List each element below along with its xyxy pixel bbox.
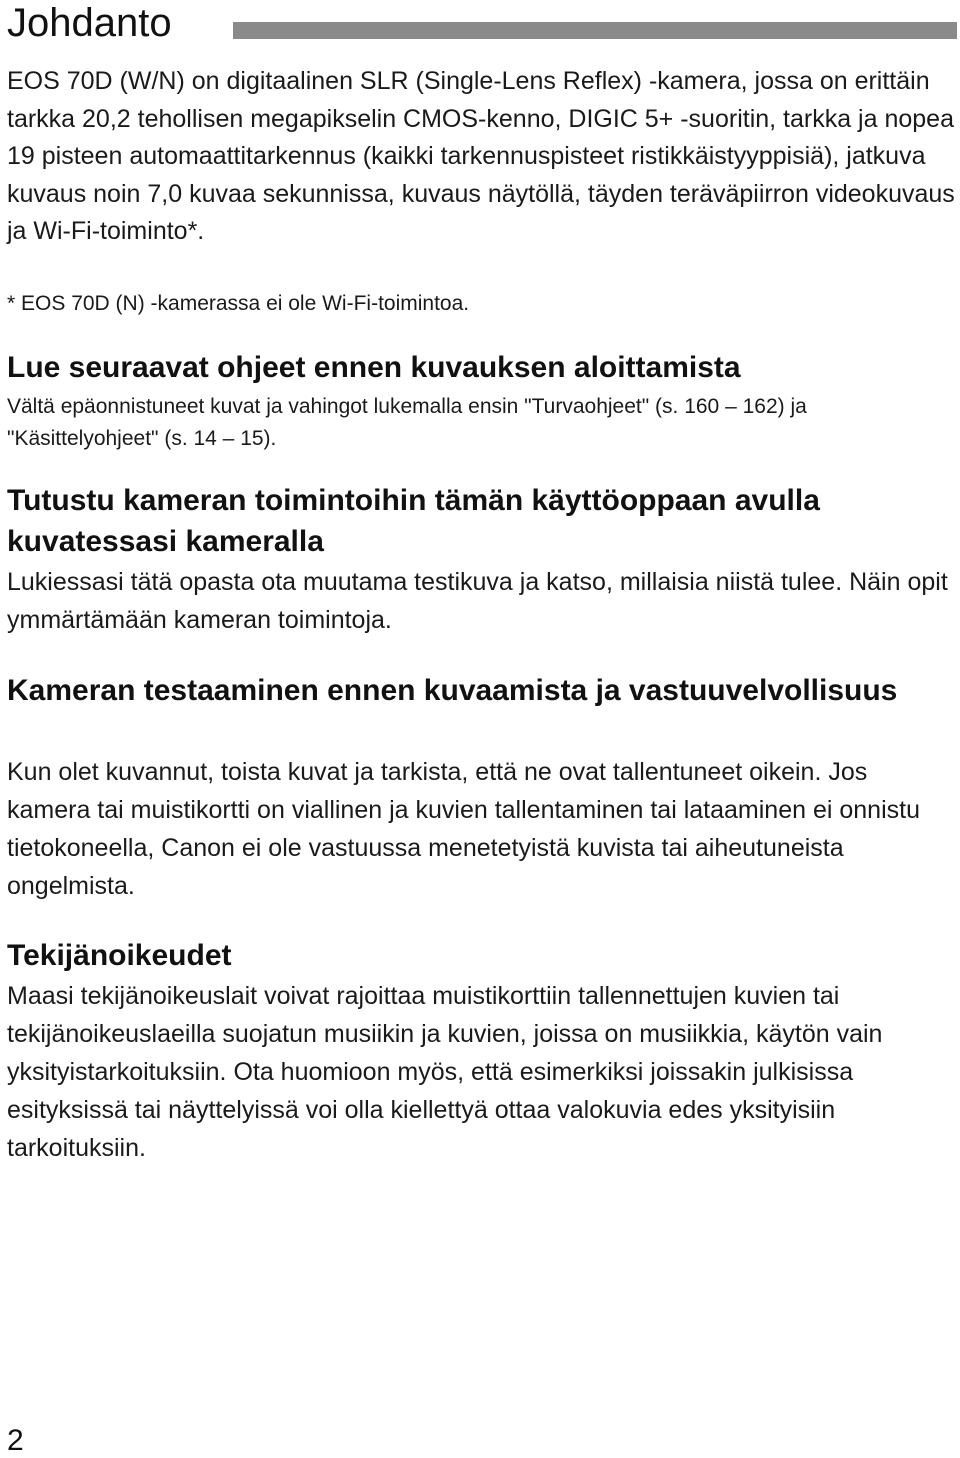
section-heading-testing-liability: Kameran testaaminen ennen kuvaamista ja vastuuvelvollisuus <box>7 674 898 707</box>
section-body-testing-liability: Kun olet kuvannut, toista kuvat ja tarkista, että ne ovat tallentuneet oikein. Jos kamera tai muistikortti on viallinen ja kuvien tallentaminen tai lataaminen ei onnistu tietokoneella, Canon ei ole vastuussa menetetyistä kuvista tai aiheutuneista ongelmista. <box>7 758 920 900</box>
title-rule-bar <box>233 22 957 39</box>
section-heading-learn-functions: Tutustu kameran toimintoihin tämän käyttöoppaan avulla kuvatessasi kameralla <box>7 484 820 558</box>
page-header <box>7 0 957 48</box>
intro-footnote: * EOS 70D (N) -kamerassa ei ole Wi-Fi-toimintoa. <box>7 292 470 315</box>
section-body-read-instructions: Vältä epäonnistuneet kuvat ja vahingot lukemalla ensin "Turvaohjeet" (s. 160 – 162) ja "Käsittelyohjeet" (s. 14 – 15). <box>7 395 807 450</box>
page-title: Johdanto <box>7 1 172 45</box>
page-number: 2 <box>7 1424 24 1457</box>
section-body-learn-functions: Lukiessasi tätä opasta ota muutama testikuva ja katso, millaisia niistä tulee. Näin opit ymmärtämään kameran toimintoja. <box>7 568 948 634</box>
intro-paragraph: EOS 70D (W/N) on digitaalinen SLR (Single-Lens Reflex) -kamera, jossa on erittäin tarkka 20,2 tehollisen megapikselin CMOS-kenno, DIGIC 5+ -suoritin, tarkka ja nopea 19 pisteen automaattitarkennus (kaikki tarkennuspisteet ristikkäistyyppisiä), jatkuva kuvaus noin 7,0 kuvaa sekunnissa, kuvaus näytöllä, täyden teräväpiirron videokuvaus ja Wi-Fi-toiminto*. <box>7 67 955 245</box>
section-heading-read-instructions: Lue seuraavat ohjeet ennen kuvauksen aloittamista <box>7 351 741 384</box>
section-body-copyright: Maasi tekijänoikeuslait voivat rajoittaa muistikorttiin tallennettujen kuvien tai tekijänoikeuslaeilla suojatun musiikin ja kuvien, joissa on musiikkia, käytön vain yksityistarkoituksiin. Ota huomioon myös, että esimerkiksi joissakin julkisissa esityksissä tai näyttelyissä voi olla kiellettyä ottaa valokuvia edes yksityisiin tarkoituksiin. <box>7 982 883 1162</box>
section-heading-copyright: Tekijänoikeudet <box>7 939 232 972</box>
